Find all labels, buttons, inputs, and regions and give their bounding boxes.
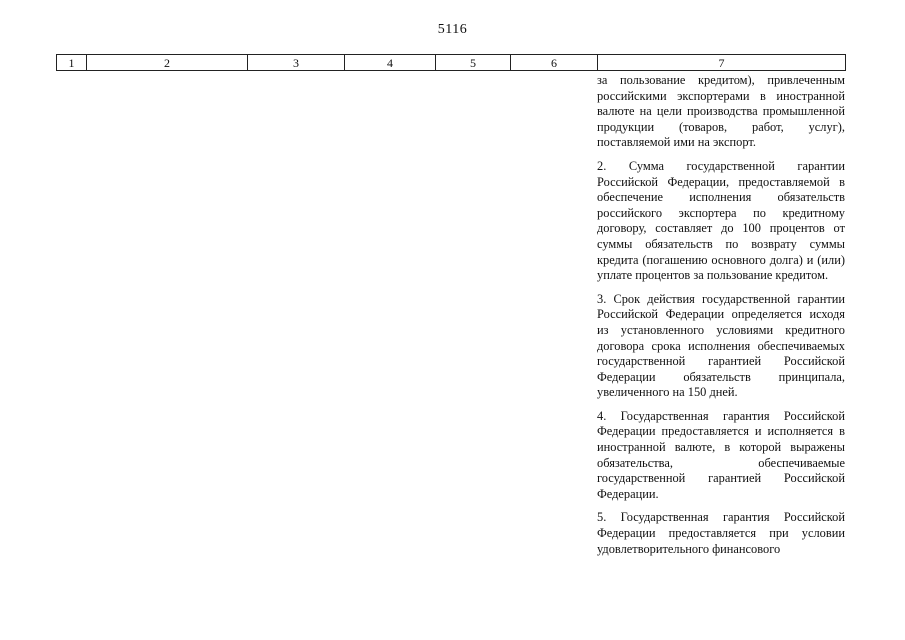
column-number-cell: 2 [87,55,248,71]
paragraph: за пользование кредитом), привлеченным российскими экспортерами в иностранной валюте на цели производства промышленной продукции (товаров, работ, услуг), поставляемой ими на экспорт. [597,73,845,150]
column-header-table [56,54,846,71]
column-number-cell: 7 [598,55,846,71]
column-number-cell: 1 [57,55,87,71]
paragraph: 2. Сумма государственной гарантии Российской Федерации, предоставляемой в обеспечение исполнения обязательств российского экспортера по кредитному договору, составляет до 100 процентов от суммы обязательств по возврату суммы кредита (погашению основного долга) и (или) уплате процентов за пользование кредитом. [597,158,845,283]
column-7-text [597,73,845,565]
column-number-cell: 6 [511,55,598,71]
column-number-cell: 5 [436,55,511,71]
column-number-cell: 4 [345,55,436,71]
column-number-cell: 3 [248,55,345,71]
column-number-row [57,55,846,71]
paragraph: 3. Срок действия государственной гарантии Российской Федерации определяется исходя из установленного условиями кредитного договора срока исполнения обеспечиваемых государственной гарантией Российской Федерации обязательств принципала, увеличенного на 150 дней. [597,291,845,400]
paragraph: 5. Государственная гарантия Российской Федерации предоставляется при условии удовлетворительного финансового [597,510,845,556]
paragraph: 4. Государственная гарантия Российской Федерации предоставляется и исполняется в иностранной валюте, в которой выражены обязательства, обеспечиваемые государственной гарантией Российской Федерации. [597,408,845,501]
page-number: 5116 [437,22,468,37]
